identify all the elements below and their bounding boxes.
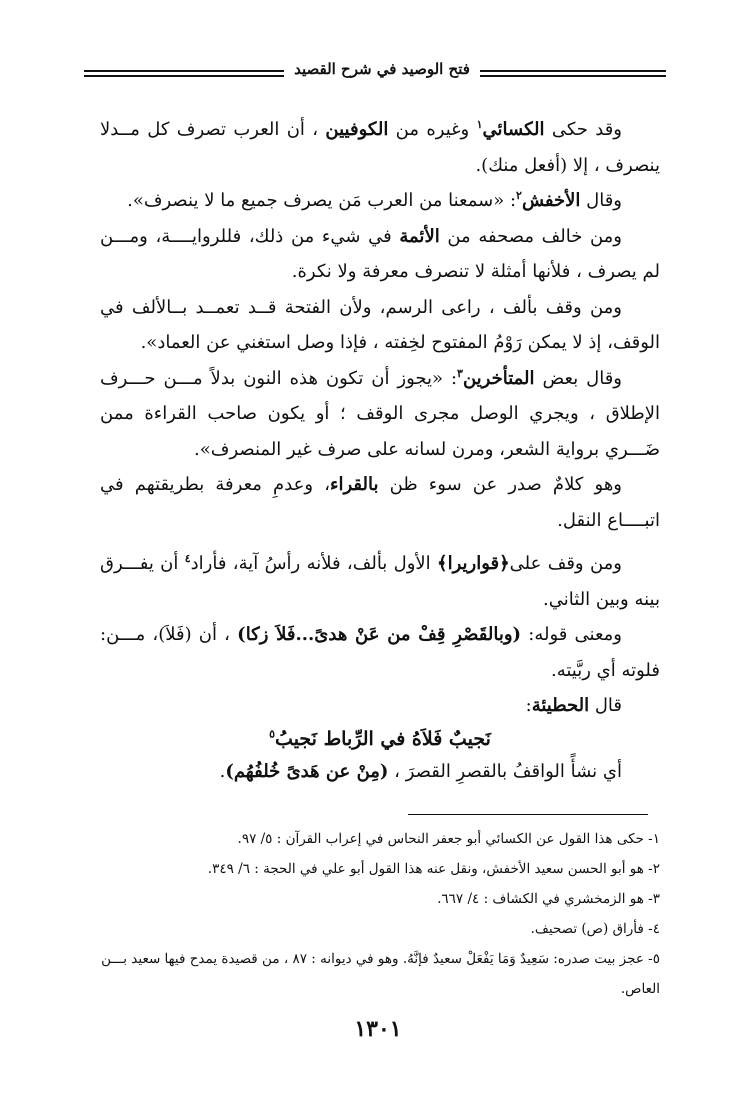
footnote-1: ١- حكى هذا القول عن الكسائي أبو جعفر النحاس في إعراب القرآن : ٥/ ٩٧. <box>237 831 660 847</box>
paragraph-2: وقال الأخفش$^٢$: «سمعنا من العرب مَن يصرف جميع ما لا ينصرف». <box>127 189 622 211</box>
footnote-ref-3: ٣ <box>457 366 463 380</box>
footnote-3: ٣- هو الزمخشري في الكشاف : ٤/ ٦٦٧. <box>437 891 660 907</box>
paragraph-9: قال الحطيئة: <box>525 695 622 716</box>
term-qurra: بالقراء <box>330 474 379 495</box>
term-mutaakhkhirin: المتأخرين <box>462 367 535 389</box>
footnote-ref-1: ١ <box>476 118 483 131</box>
header-title: فتح الوصيد في شرح القصيد <box>294 60 470 78</box>
running-header <box>84 58 666 88</box>
page-number: ١٣٠١ <box>354 1016 402 1042</box>
verse-line: نَجيبٌ فَلاَهُ في الرِّباط نَجيبُ$^٥$ <box>269 727 491 750</box>
name-kufiyyin: الكوفيين <box>325 119 389 140</box>
main-text <box>100 112 660 789</box>
header-rule-left-top <box>84 70 284 72</box>
footnotes <box>100 824 660 1004</box>
footnote-ref-2: ٢ <box>516 189 522 202</box>
name-akhfash: الأخفش <box>521 190 581 211</box>
header-rule-right-top <box>480 70 666 72</box>
footnote-2: ٢- هو أبو الحسن سعيد الأخفش، ونقل عنه هذا القول أبو علي في الحجة : ٦/ ٣٤٩. <box>207 861 660 877</box>
footnote-5: ٥- عجز بيت صدره: سَعِيدٌ وَمَا يَفْعَلْ سعيدٌ فإنَّهُ. وهو في ديوانه : ٨٧ ، من قصيدة يمدح فيها سعيد بـــن العاص. <box>101 951 660 997</box>
footnote-ref-4: ٤ <box>184 552 191 565</box>
quran-qawarira: ﴿قواريرا﴾ <box>437 553 510 574</box>
name-hutay: الحطيئة <box>531 695 590 716</box>
paragraph-6: وهو كلامٌ صدر عن سوء ظن بالقراء، وعدمِ معرفة بطريقتهم في اتبــــاع النقل. <box>100 474 660 531</box>
header-rule-left-bottom <box>84 75 284 77</box>
paragraph-7: ومن وقف على﴿قواريرا﴾ الأول بألف، فلأنه رأسُ آية، فأراد$^٤$ أن يفـــرق بينه وبين الثاني. <box>100 552 660 610</box>
term-aimma: الأئمة <box>399 225 440 247</box>
name-kisai: الكسائي <box>482 119 545 140</box>
poem-quote: (وبالقَصْرِ قِفْ من عَنْ هدىً...فَلاَ زكا) <box>237 624 522 645</box>
paragraph-5: وقال بعض المتأخرين$^٣$: «يجوز أن تكون هذه النون بدلاً مـــن حـــرف الإطلاق ، ويجري الوصل مجرى الوقف ؛ أو يكون صاحب القراءة ممن ضَـــري برواية الشعر، ومرن لسانه على صرف غير المنصرف». <box>100 366 660 460</box>
footnote-separator <box>408 814 648 815</box>
paragraph-3: ومن خالف مصحفه من الأئمة في شيء من ذلك، فللروايــــة، ومـــن لم يصرف ، فلأنها أمثلة لا تنصرف معرفة ولا نكرة. <box>100 225 660 282</box>
paragraph-4: ومن وقف بألف ، راعى الرسم، ولأن الفتحة قــد تعمــد بــالألف في الوقف، إذ لا يمكن رَوْمُ المفتوح لخِفته ، فإذا وصل استغني عن العماد». <box>100 296 660 353</box>
paragraph-8: ومعنى قوله: (وبالقَصْرِ قِفْ من عَنْ هدىً...فَلاَ زكا) ، أن (فَلاَ)، مـــن: فلوته أي ربَّيته. <box>100 624 660 681</box>
header-rule-right-bottom <box>480 75 666 77</box>
poem-quote-2: (مِنْ عن هَدىً خُلفُهُم) <box>225 760 389 782</box>
paragraph-1: وقد حكى الكسائي$^١$ وغيره من الكوفيين ، أن العرب تصرف كل مــدلا ينصرف ، إلا (أفعل منك). <box>100 118 660 176</box>
footnote-4: ٤- فأراق (ص) تصحيف. <box>530 921 660 937</box>
footnote-ref-5: ٥ <box>269 727 276 741</box>
verse-commentary: أي نشأً الواقفُ بالقصرِ القصرَ ، (مِنْ عن هَدىً خُلفُهُم). <box>219 760 622 782</box>
